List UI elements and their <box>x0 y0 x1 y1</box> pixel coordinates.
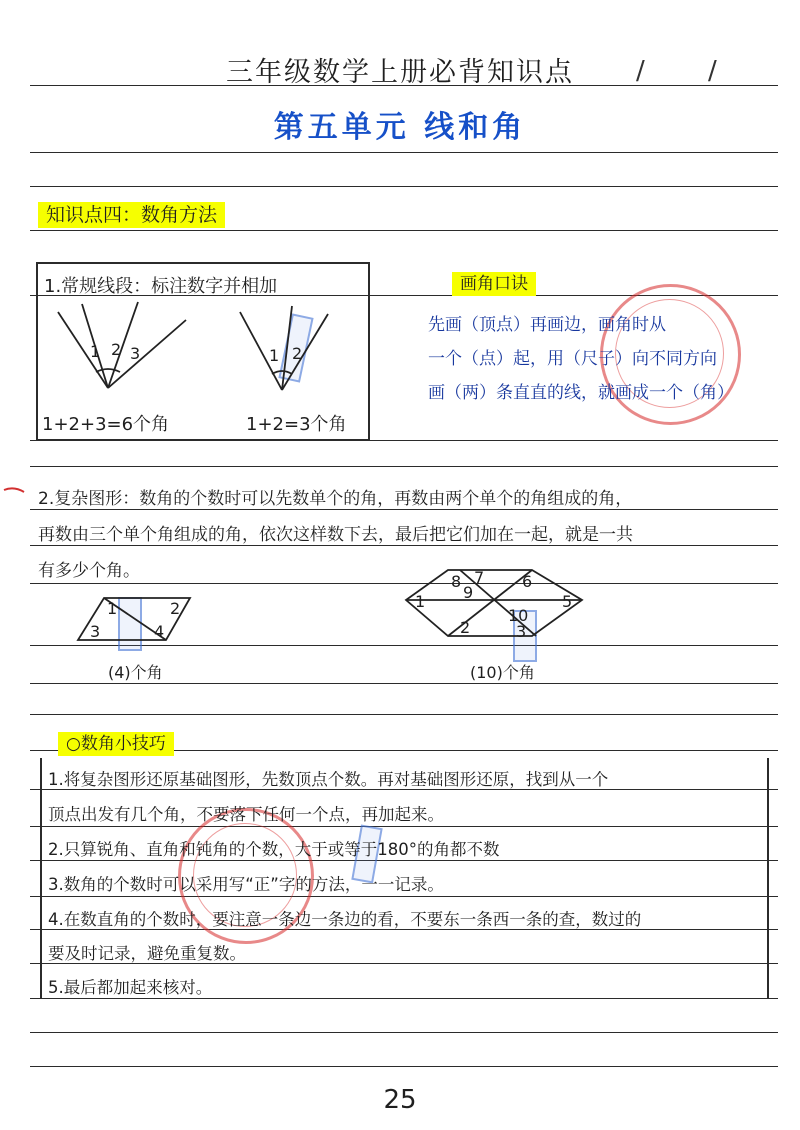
angle-label: 6 <box>522 572 533 591</box>
angle-label: 1 <box>90 342 101 361</box>
tick-mark: / <box>708 56 717 86</box>
angle-label: 3 <box>90 622 101 641</box>
method1-title: 1.常规线段：标注数字并相加 <box>44 276 278 297</box>
rhyme-title: 画角口诀 <box>452 269 536 294</box>
angle-label: 1 <box>415 592 426 611</box>
angle-label: 2 <box>292 344 303 363</box>
method2-line: 2.复杂图形：数角的个数时可以先数单个的角，再数由两个单个的角组成的角， <box>38 489 633 509</box>
angle-label: 5 <box>562 592 573 611</box>
unit-title: 第五单元 线和角 <box>273 110 527 145</box>
tip-line: 要及时记录，避免重复数。 <box>48 944 246 963</box>
tip-line: 4.在数直角的个数时，要注意一条边一条边的看，不要东一条西一条的查，数过的 <box>48 910 642 929</box>
angle-label: 2 <box>460 618 471 637</box>
tip-line: 3.数角的个数时可以采用写“正”字的方法，一一记录。 <box>48 875 444 894</box>
equation-a: 1+2+3=6个角 <box>42 414 170 435</box>
angle-label: 2 <box>111 340 122 359</box>
tip-line: 顶点出发有几个角，不要落下任何一个点，再加起来。 <box>48 805 444 824</box>
tips-title: ○数角小技巧 <box>58 729 174 754</box>
angle-label: 1 <box>107 599 118 618</box>
angle-label: 3 <box>130 344 141 363</box>
page-title: 三年级数学上册必背知识点 <box>226 57 574 88</box>
equation-b: 1+2=3个角 <box>246 414 347 435</box>
rhyme-line: 先画（顶点）再画边，画角时从 <box>428 315 666 335</box>
angle-label: 9 <box>463 583 474 602</box>
tick-mark: / <box>636 56 645 86</box>
angle-label: 1 <box>269 346 280 365</box>
figure-caption: (4)个角 <box>108 663 163 682</box>
angle-label: 3 <box>516 622 527 641</box>
tip-line: 2.只算锐角、直角和钝角的个数，大于或等于180°的角都不数 <box>48 840 500 859</box>
angle-fan-b <box>240 306 328 390</box>
tip-line: 1.将复杂图形还原基础图形，先数顶点个数。再对基础图形还原，找到从一个 <box>48 770 609 789</box>
figure-caption: (10)个角 <box>470 663 535 682</box>
rhyme-line: 一个（点）起，用（尺子）向不同方向 <box>428 349 717 369</box>
page-number: 25 <box>383 1085 417 1115</box>
method2-line: 再数由三个单个角组成的角，依次这样数下去，最后把它们加在一起，就是一共 <box>38 525 633 545</box>
angle-label: 2 <box>170 599 181 618</box>
angle-label: 10 <box>508 606 529 625</box>
method2-line: 有多少个角。 <box>38 561 140 581</box>
knowledge-point-heading: 知识点四：数角方法 <box>38 200 225 227</box>
angle-fan-a <box>58 302 186 388</box>
angle-label: 4 <box>154 622 165 641</box>
hexagon-figure <box>406 570 582 636</box>
angle-label: 7 <box>474 568 485 587</box>
margin-mark <box>4 488 24 492</box>
rhyme-line: 画（两）条直直的线，就画成一个（角） <box>428 383 734 403</box>
tip-line: 5.最后都加起来核对。 <box>48 978 213 997</box>
angle-label: 8 <box>451 572 462 591</box>
